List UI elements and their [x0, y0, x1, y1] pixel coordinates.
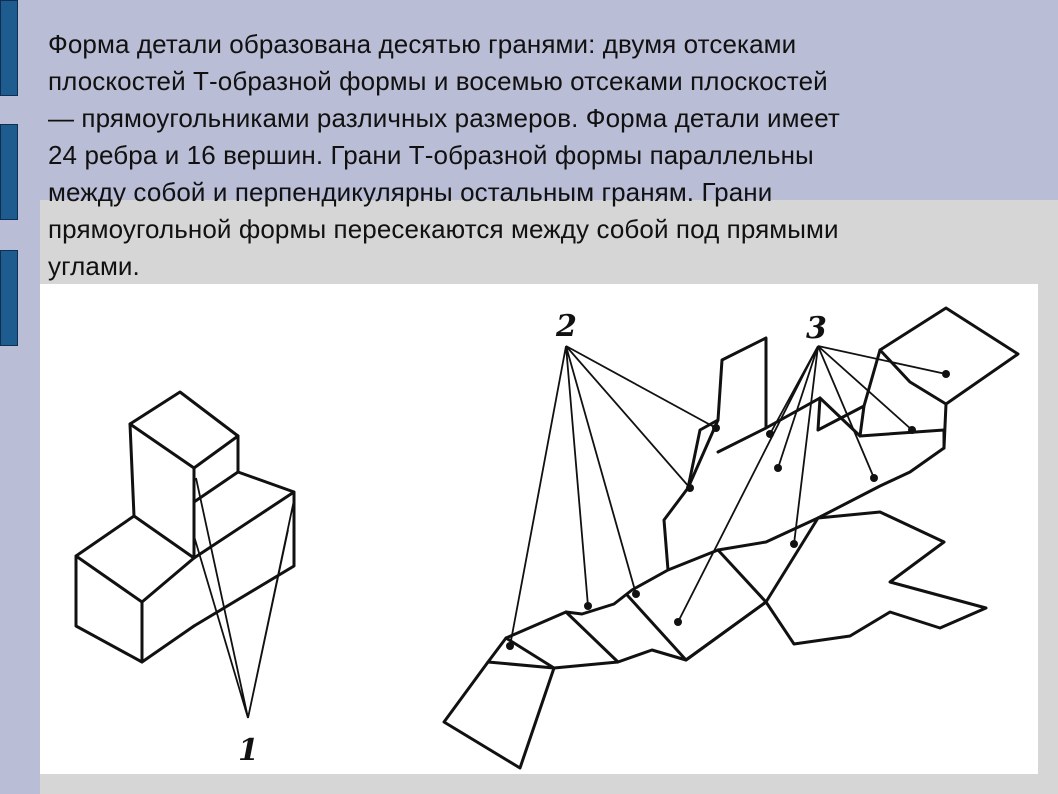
pattern-end-panel — [444, 662, 554, 768]
text-line-1: Форма детали образована десятью гранями: двумя отсеками — [48, 29, 797, 59]
text-line-2: плоскостей Т-образной формы и восемью отсеками плоскостей — [48, 66, 828, 96]
label-2: 2 — [556, 309, 577, 344]
text-line-6: прямоугольной формы пересекаются между собой под прямыми — [48, 214, 839, 244]
accent-bar-top — [0, 0, 18, 96]
pattern-middle-panels — [488, 338, 944, 662]
figure-panel — [40, 284, 1038, 774]
pattern-top-panel — [864, 308, 1018, 448]
slide-text — [48, 26, 1048, 285]
part-upper-block — [130, 392, 238, 558]
label-3: 3 — [806, 311, 827, 346]
accent-bar-bottom — [0, 250, 18, 346]
figure-svg — [40, 284, 1038, 774]
text-line-3: — прямоугольниками различных размеров. Форма детали имеет — [48, 103, 840, 133]
label-1: 1 — [238, 733, 259, 768]
part-upper-block-edges — [130, 424, 238, 502]
pattern-strip — [688, 398, 860, 488]
part-left-step — [76, 516, 194, 662]
leader-lines-3 — [674, 346, 950, 626]
text-line-5: между собой и перпендикулярны остальным граням. Грани — [48, 177, 773, 207]
accent-bar-middle — [0, 124, 18, 220]
part-right-step — [194, 472, 294, 626]
pattern-panel-dividers — [506, 550, 766, 668]
text-line-4: 24 ребра и 16 вершин. Грани Т-образной формы параллельны — [48, 140, 814, 170]
text-line-7: углами. — [48, 251, 140, 281]
isometric-part — [76, 392, 294, 662]
pattern-t-shape — [686, 512, 986, 660]
leader-lines-1 — [194, 478, 294, 718]
